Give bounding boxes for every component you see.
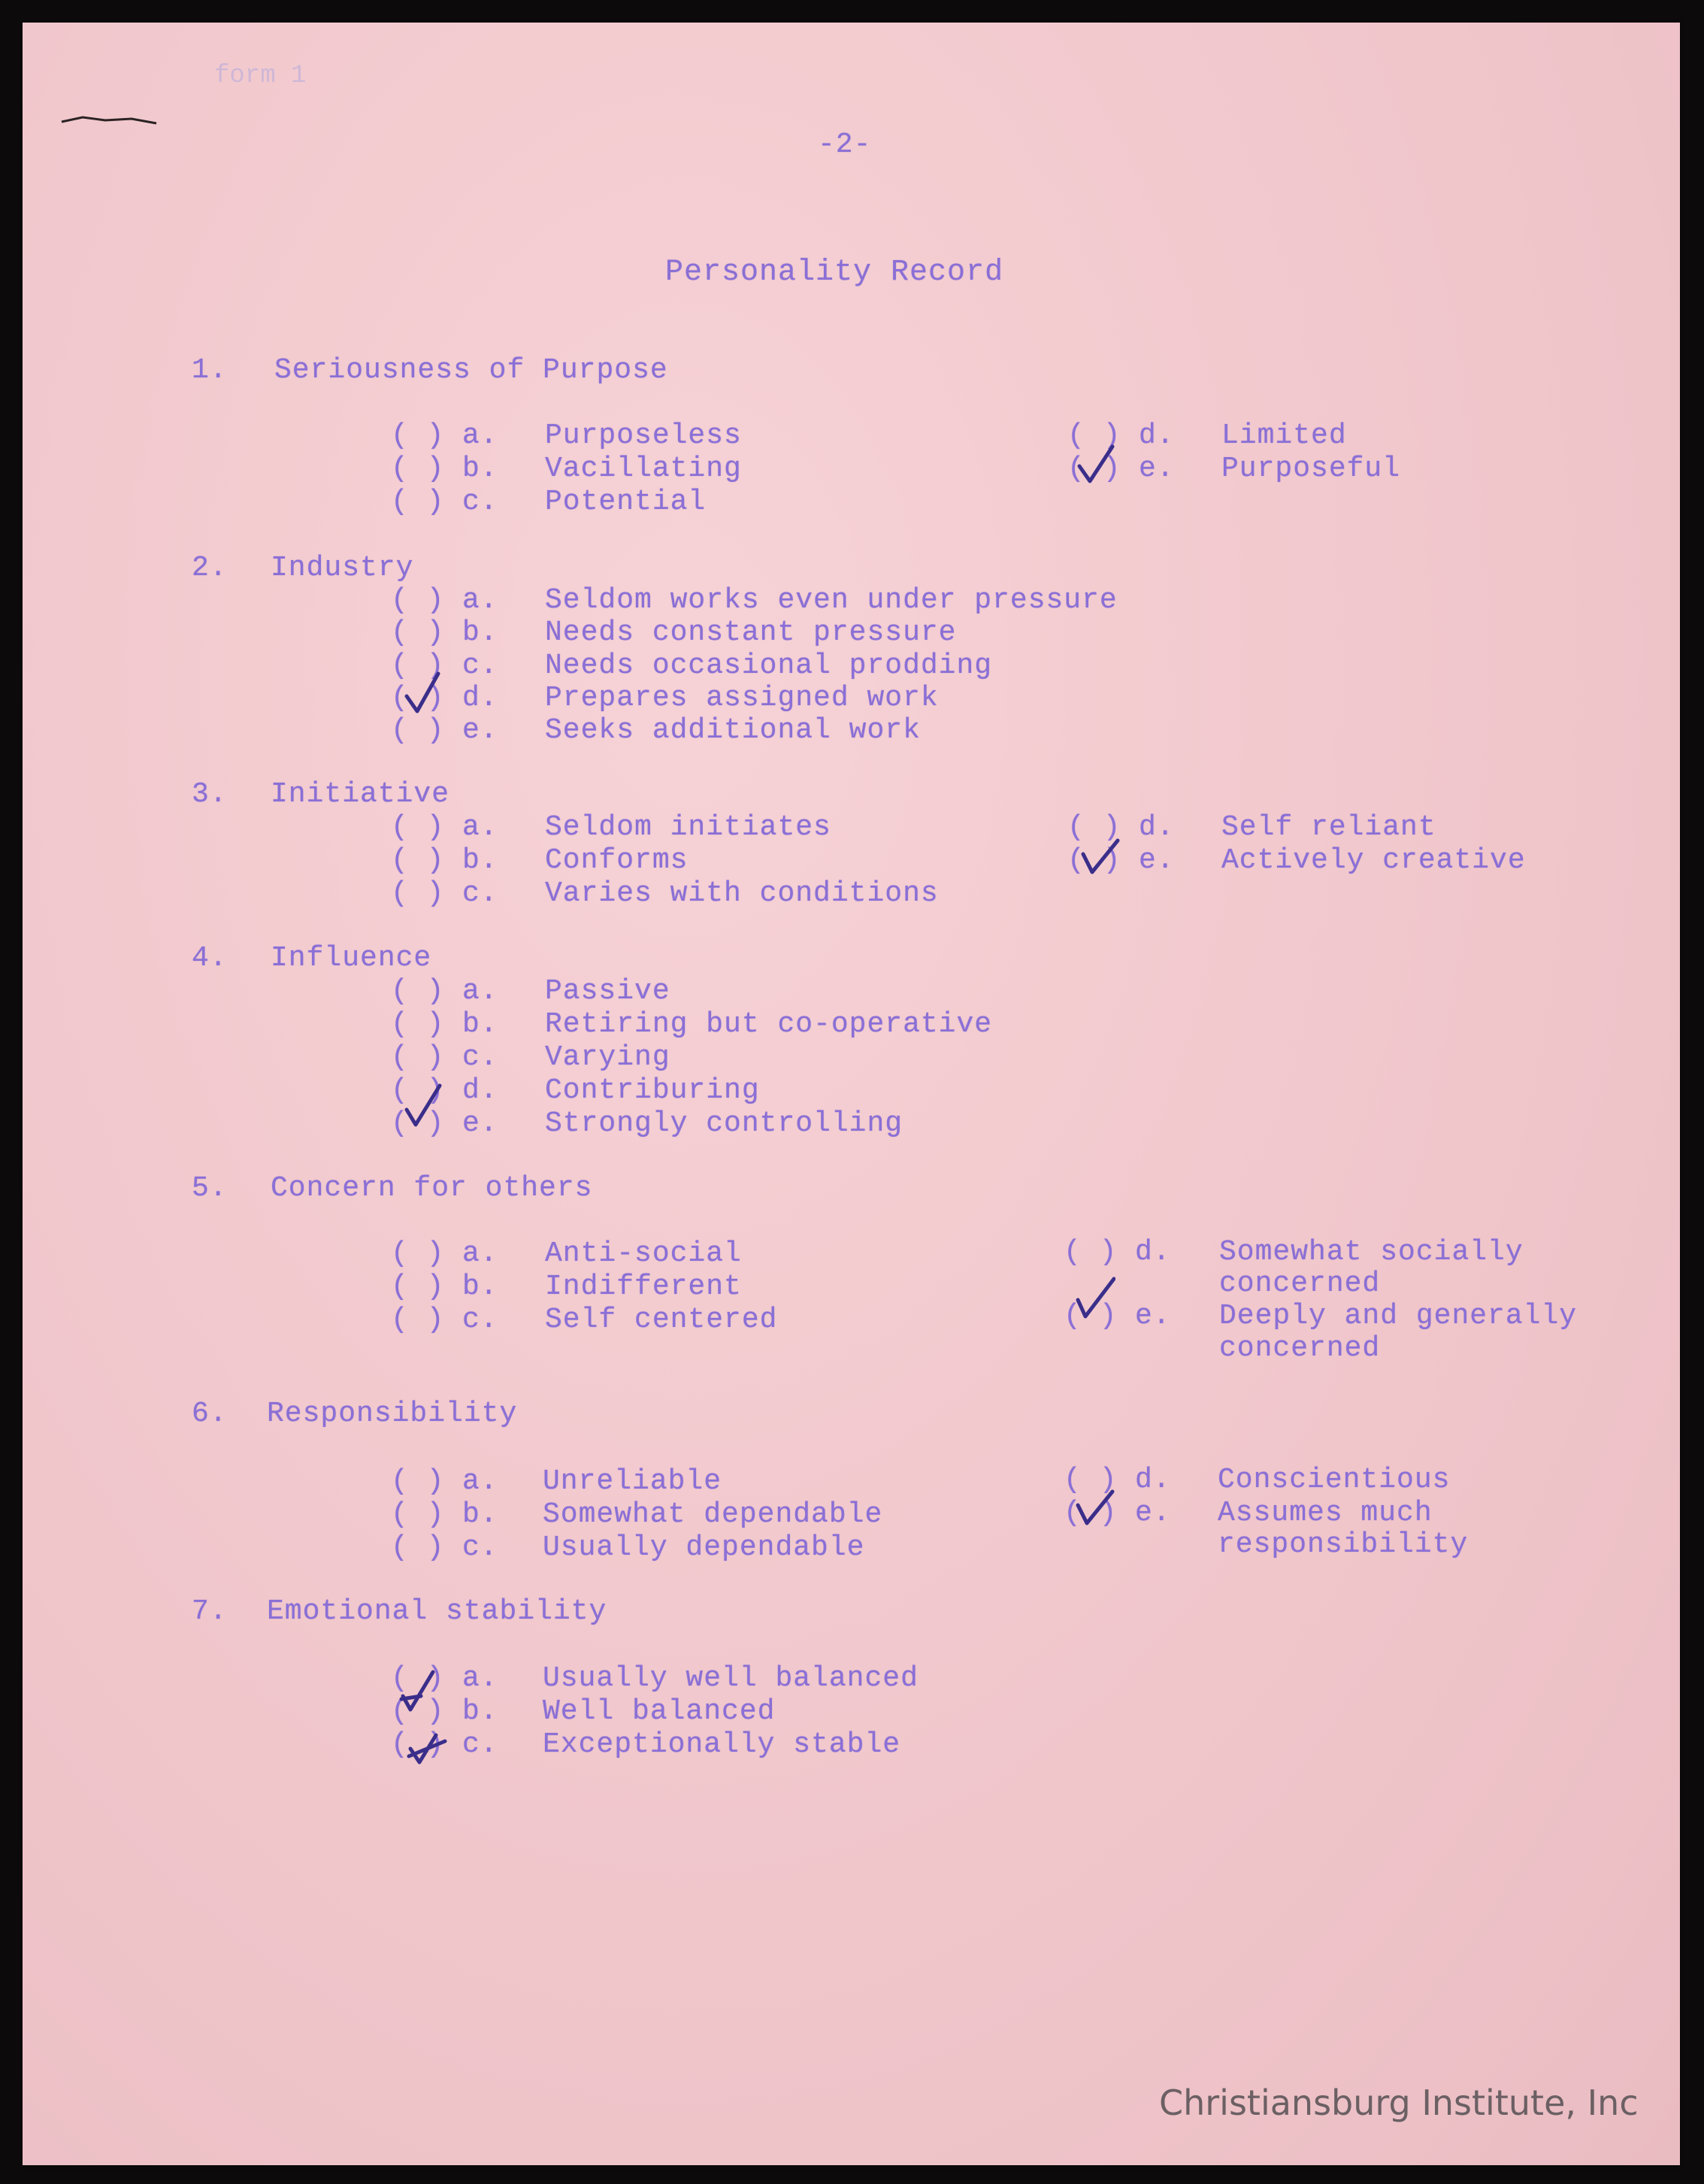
q4-b-paren[interactable]: ( ): [391, 1008, 445, 1041]
q2-b-paren[interactable]: ( ): [391, 616, 445, 649]
q6-c-letter: c.: [462, 1531, 498, 1564]
q5-c-paren[interactable]: ( ): [391, 1304, 445, 1336]
paper-tear-mark: [60, 113, 158, 128]
q6-e-checkmark-icon: [1073, 1484, 1115, 1529]
q3-b-text: Conforms: [545, 844, 689, 877]
q3-c-text: Varies with conditions: [545, 877, 939, 910]
q5-e-checkmark-icon: [1073, 1274, 1115, 1319]
q3-c-letter: c.: [462, 877, 498, 910]
q7-a-paren[interactable]: ( ): [391, 1662, 445, 1695]
q7-c-text: Exceptionally stable: [543, 1728, 901, 1761]
q1-b-text: Vacillating: [545, 453, 742, 485]
q1-a-letter: a.: [462, 420, 498, 452]
q4-d-text: Contriburing: [545, 1074, 760, 1107]
document-page: [23, 23, 1680, 2165]
q2-c-text: Needs occasional prodding: [545, 650, 993, 682]
q7-a-text: Usually well balanced: [543, 1662, 919, 1695]
q6-e-letter: e.: [1135, 1497, 1171, 1529]
q4-b-letter: b.: [462, 1008, 498, 1041]
q5-b-text: Indifferent: [545, 1271, 742, 1303]
question-1-number: 1.: [192, 354, 228, 386]
q1-a-text: Purposeless: [545, 420, 742, 452]
q4-b-text: Retiring but co-operative: [545, 1008, 993, 1041]
q4-a-text: Passive: [545, 975, 670, 1007]
q2-d-text: Prepares assigned work: [545, 682, 939, 714]
q3-d-paren[interactable]: ( ): [1067, 811, 1121, 844]
q5-e-text-line2: concerned: [1219, 1332, 1381, 1365]
q1-b-letter: b.: [462, 453, 498, 485]
q4-e-letter: e.: [462, 1107, 498, 1140]
q6-c-paren[interactable]: ( ): [391, 1531, 445, 1564]
question-2-number: 2.: [192, 552, 228, 584]
q1-c-letter: c.: [462, 486, 498, 518]
q4-d-paren[interactable]: ( ): [391, 1074, 445, 1107]
q2-e-text: Seeks additional work: [545, 714, 921, 747]
q3-e-paren[interactable]: ( ): [1067, 844, 1121, 877]
q7-a-letter: a.: [462, 1662, 498, 1695]
q2-c-letter: c.: [462, 650, 498, 682]
q6-a-text: Unreliable: [543, 1465, 722, 1498]
q6-e-paren[interactable]: ( ): [1064, 1497, 1118, 1529]
q6-d-letter: d.: [1135, 1464, 1171, 1496]
q6-b-paren[interactable]: ( ): [391, 1498, 445, 1531]
question-3-number: 3.: [192, 778, 228, 810]
q2-a-letter: a.: [462, 584, 498, 616]
q7-b-text: Well balanced: [543, 1695, 776, 1728]
q6-a-letter: a.: [462, 1465, 498, 1498]
q3-e-checkmark-icon: [1079, 835, 1121, 880]
q7-c-letter: c.: [462, 1728, 498, 1761]
q2-b-text: Needs constant pressure: [545, 616, 957, 649]
question-2-title: Industry: [271, 552, 414, 584]
q1-d-letter: d.: [1139, 420, 1175, 452]
question-3-title: Initiative: [271, 778, 450, 810]
q3-b-paren[interactable]: ( ): [391, 844, 445, 877]
q6-d-paren[interactable]: ( ): [1064, 1464, 1118, 1496]
q1-e-paren[interactable]: ( ): [1067, 453, 1121, 485]
q5-b-paren[interactable]: ( ): [391, 1271, 445, 1303]
q5-e-text: Deeply and generally: [1219, 1300, 1578, 1332]
q2-a-paren[interactable]: ( ): [391, 584, 445, 616]
q6-e-text-line2: responsibility: [1218, 1528, 1469, 1561]
q6-b-letter: b.: [462, 1498, 498, 1531]
q2-e-letter: e.: [462, 714, 498, 747]
q4-e-paren[interactable]: ( ): [391, 1107, 445, 1140]
q4-e-text: Strongly controlling: [545, 1107, 903, 1140]
q5-a-letter: a.: [462, 1237, 498, 1270]
q3-b-letter: b.: [462, 844, 498, 877]
q1-c-paren[interactable]: ( ): [391, 486, 445, 518]
q7-b-paren[interactable]: ( ): [391, 1695, 445, 1728]
question-6-title: Responsibility: [267, 1398, 518, 1430]
q6-d-text: Conscientious: [1218, 1464, 1451, 1496]
q5-c-text: Self centered: [545, 1304, 778, 1336]
q6-a-paren[interactable]: ( ): [391, 1465, 445, 1498]
q4-a-letter: a.: [462, 975, 498, 1007]
q6-b-text: Somewhat dependable: [543, 1498, 883, 1531]
q7-b-letter: b.: [462, 1695, 498, 1728]
q4-d-letter: d.: [462, 1074, 498, 1107]
question-7-number: 7.: [192, 1595, 228, 1628]
q5-d-paren[interactable]: ( ): [1064, 1236, 1118, 1268]
q4-c-text: Varying: [545, 1041, 670, 1074]
q2-d-checkmark-icon: [402, 671, 444, 716]
q1-a-paren[interactable]: ( ): [391, 420, 445, 452]
watermark-text: Christiansburg Institute, Inc: [1159, 2083, 1639, 2123]
q7-c-paren[interactable]: ( ): [391, 1728, 445, 1761]
question-4-number: 4.: [192, 942, 228, 974]
q1-e-letter: e.: [1139, 453, 1175, 485]
q1-d-text: Limited: [1221, 420, 1347, 452]
document-title: Personality Record: [665, 256, 1004, 289]
q3-a-paren[interactable]: ( ): [391, 811, 445, 844]
q7-c-scribble-mark-icon: [406, 1723, 448, 1768]
q4-e-checkmark-icon: [402, 1083, 444, 1128]
q2-a-text: Seldom works even under pressure: [545, 584, 1118, 616]
q2-d-paren[interactable]: ( ): [391, 682, 445, 714]
question-5-title: Concern for others: [271, 1172, 593, 1204]
q1-b-paren[interactable]: ( ): [391, 453, 445, 485]
q5-a-text: Anti-social: [545, 1237, 742, 1270]
question-6-number: 6.: [192, 1398, 228, 1430]
q5-d-text-line2: concerned: [1219, 1268, 1381, 1300]
q4-a-paren[interactable]: ( ): [391, 975, 445, 1007]
q7-b-checkmark-icon: [398, 1669, 440, 1714]
q5-e-paren[interactable]: ( ): [1064, 1300, 1118, 1332]
q2-c-paren[interactable]: ( ): [391, 650, 445, 682]
q1-e-checkmark-icon: [1075, 442, 1117, 487]
q3-e-letter: e.: [1139, 844, 1175, 877]
q3-c-paren[interactable]: ( ): [391, 877, 445, 910]
q6-c-text: Usually dependable: [543, 1531, 865, 1564]
q1-e-text: Purposeful: [1221, 453, 1401, 485]
q4-c-paren[interactable]: ( ): [391, 1041, 445, 1074]
q5-a-paren[interactable]: ( ): [391, 1237, 445, 1270]
q2-d-letter: d.: [462, 682, 498, 714]
q3-a-text: Seldom initiates: [545, 811, 831, 844]
corner-note: form 1: [214, 62, 307, 90]
q3-d-letter: d.: [1139, 811, 1175, 844]
q1-c-text: Potential: [545, 486, 707, 518]
q6-e-text: Assumes much: [1218, 1497, 1433, 1529]
q5-c-letter: c.: [462, 1304, 498, 1336]
q3-d-text: Self reliant: [1221, 811, 1436, 844]
q1-d-paren[interactable]: ( ): [1067, 420, 1121, 452]
q3-a-letter: a.: [462, 811, 498, 844]
q5-e-letter: e.: [1135, 1300, 1171, 1332]
page-number: -2-: [818, 129, 872, 161]
q5-b-letter: b.: [462, 1271, 498, 1303]
question-7-title: Emotional stability: [267, 1595, 607, 1628]
q5-d-text: Somewhat socially: [1219, 1236, 1524, 1268]
q3-e-text: Actively creative: [1221, 844, 1526, 877]
question-4-title: Influence: [271, 942, 432, 974]
q4-c-letter: c.: [462, 1041, 498, 1074]
q2-b-letter: b.: [462, 616, 498, 649]
q2-e-paren[interactable]: ( ): [391, 714, 445, 747]
question-1-title: Seriousness of Purpose: [274, 354, 668, 386]
question-5-number: 5.: [192, 1172, 228, 1204]
q5-d-letter: d.: [1135, 1236, 1171, 1268]
